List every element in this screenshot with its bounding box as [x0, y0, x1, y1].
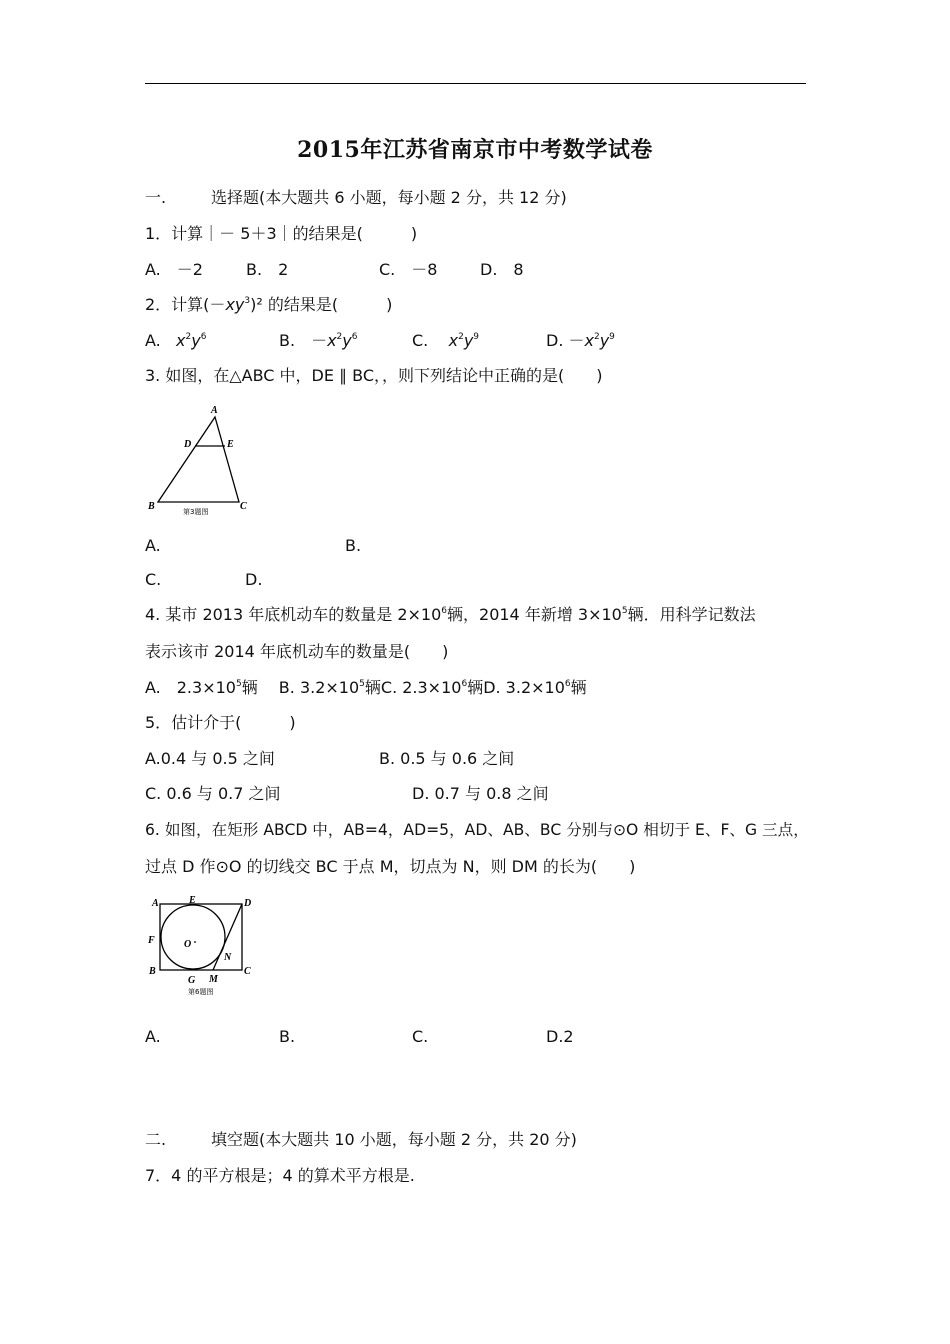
question-3-option-a: A.: [145, 536, 161, 555]
section-2-heading: [145, 1130, 577, 1150]
question-2-stem: 2．计算$(-xy^3)^2$ 的结果是( ): [145, 295, 393, 314]
question-6-option-b: B.: [279, 1027, 296, 1046]
label-d: D: [184, 439, 192, 450]
header-rule: [145, 83, 806, 84]
question-6-line-2: 过点 D 作⊙O 的切线交 BC 于点 M，切点为 N，则 DM 的长为( ): [145, 857, 636, 876]
page-title: 2015年江苏省南京市中考数学试卷: [297, 137, 653, 163]
question-1-stem: 1．计算｜－ 5＋3｜的结果是( ): [145, 224, 418, 243]
question-5-option-c: C. 0.6 与 0.7 之间: [145, 784, 281, 803]
section-2-number: 二.: [145, 1130, 167, 1149]
question-4-line-2: 表示该市 2014 年底机动车的数量是( ): [145, 642, 449, 661]
section-1-text: 选择题(本大题共 6 小题，每小题 2 分，共 12 分): [211, 188, 567, 207]
question-6-option-c: C.: [412, 1027, 429, 1046]
question-6-line-1: 6. 如图，在矩形 ABCD 中，AB=4，AD=5，AD、AB、BC 分别与⊙O 相切于 E、F、G 三点，: [145, 821, 809, 839]
section-1-heading: [145, 188, 567, 208]
question-4-line-1: 4. 某市 2013 年底机动车的数量是 $2\times 10^6$辆，2014 年新增 $3\times 10^5$辆．用科学记数法: [145, 605, 756, 624]
figure-3-caption: 第3题图: [183, 508, 209, 516]
question-5-option-a: A.0.4 与 0.5 之间: [145, 749, 275, 768]
question-3-option-c: C.: [145, 570, 162, 589]
label-d: D: [244, 898, 252, 909]
question-3-figure: [145, 402, 260, 520]
label-a: A: [211, 405, 218, 416]
question-2-option-a: A. $x^2y^6$: [145, 331, 207, 350]
question-2-option-d: D. $-x^2y^9$: [546, 331, 615, 350]
section-1-number: 一.: [145, 188, 167, 207]
question-6-option-d: D.2: [546, 1027, 574, 1046]
label-e: E: [189, 895, 196, 906]
question-5-stem: 5．估计介于( ): [145, 713, 296, 732]
label-c: C: [244, 966, 251, 977]
label-a: A: [152, 898, 159, 909]
label-o: O: [184, 939, 192, 950]
label-m: M: [209, 974, 218, 985]
figure-6-caption: 第6题图: [188, 988, 214, 996]
question-1-option-c: C. －8: [379, 260, 438, 279]
triangle-abc: [158, 417, 239, 502]
label-b: B: [149, 966, 156, 977]
question-2-option-c: C. $x^2y^9$: [412, 331, 480, 350]
question-3-option-d: D.: [245, 570, 263, 589]
question-5-option-b: B. 0.5 与 0.6 之间: [379, 749, 515, 768]
label-c: C: [240, 501, 247, 512]
question-5-option-d: D. 0.7 与 0.8 之间: [412, 784, 549, 803]
question-6-option-a: A.: [145, 1027, 161, 1046]
label-f: F: [148, 935, 155, 946]
label-e: E: [227, 439, 234, 450]
question-3-stem: 3. 如图，在△ABC 中，DE ∥ BC，，则下列结论中正确的是( ): [145, 366, 603, 385]
label-b: B: [148, 501, 155, 512]
question-1-option-d: D. 8: [480, 260, 524, 279]
label-g: G: [188, 975, 196, 986]
center-dot: [194, 941, 196, 943]
question-4-options: A. $2.3\times 10^5$辆 B. $3.2\times 10^5$辆C. $2.3\times 10^6$辆D. $3.2\times 10^6$辆: [145, 678, 587, 697]
question-1-option-a: A. －2: [145, 260, 203, 279]
circle-o: [161, 905, 225, 969]
question-2-option-b: B. $-x^2y^6$: [279, 331, 358, 350]
question-1-option-b: B. 2: [246, 260, 289, 279]
question-3-option-b: B.: [345, 536, 362, 555]
question-7-stem: 7．4 的平方根是；4 的算术平方根是.: [145, 1166, 415, 1185]
section-2-text: 填空题(本大题共 10 小题，每小题 2 分，共 20 分): [211, 1130, 577, 1149]
label-n: N: [224, 952, 232, 963]
question-6-figure: [145, 894, 260, 999]
